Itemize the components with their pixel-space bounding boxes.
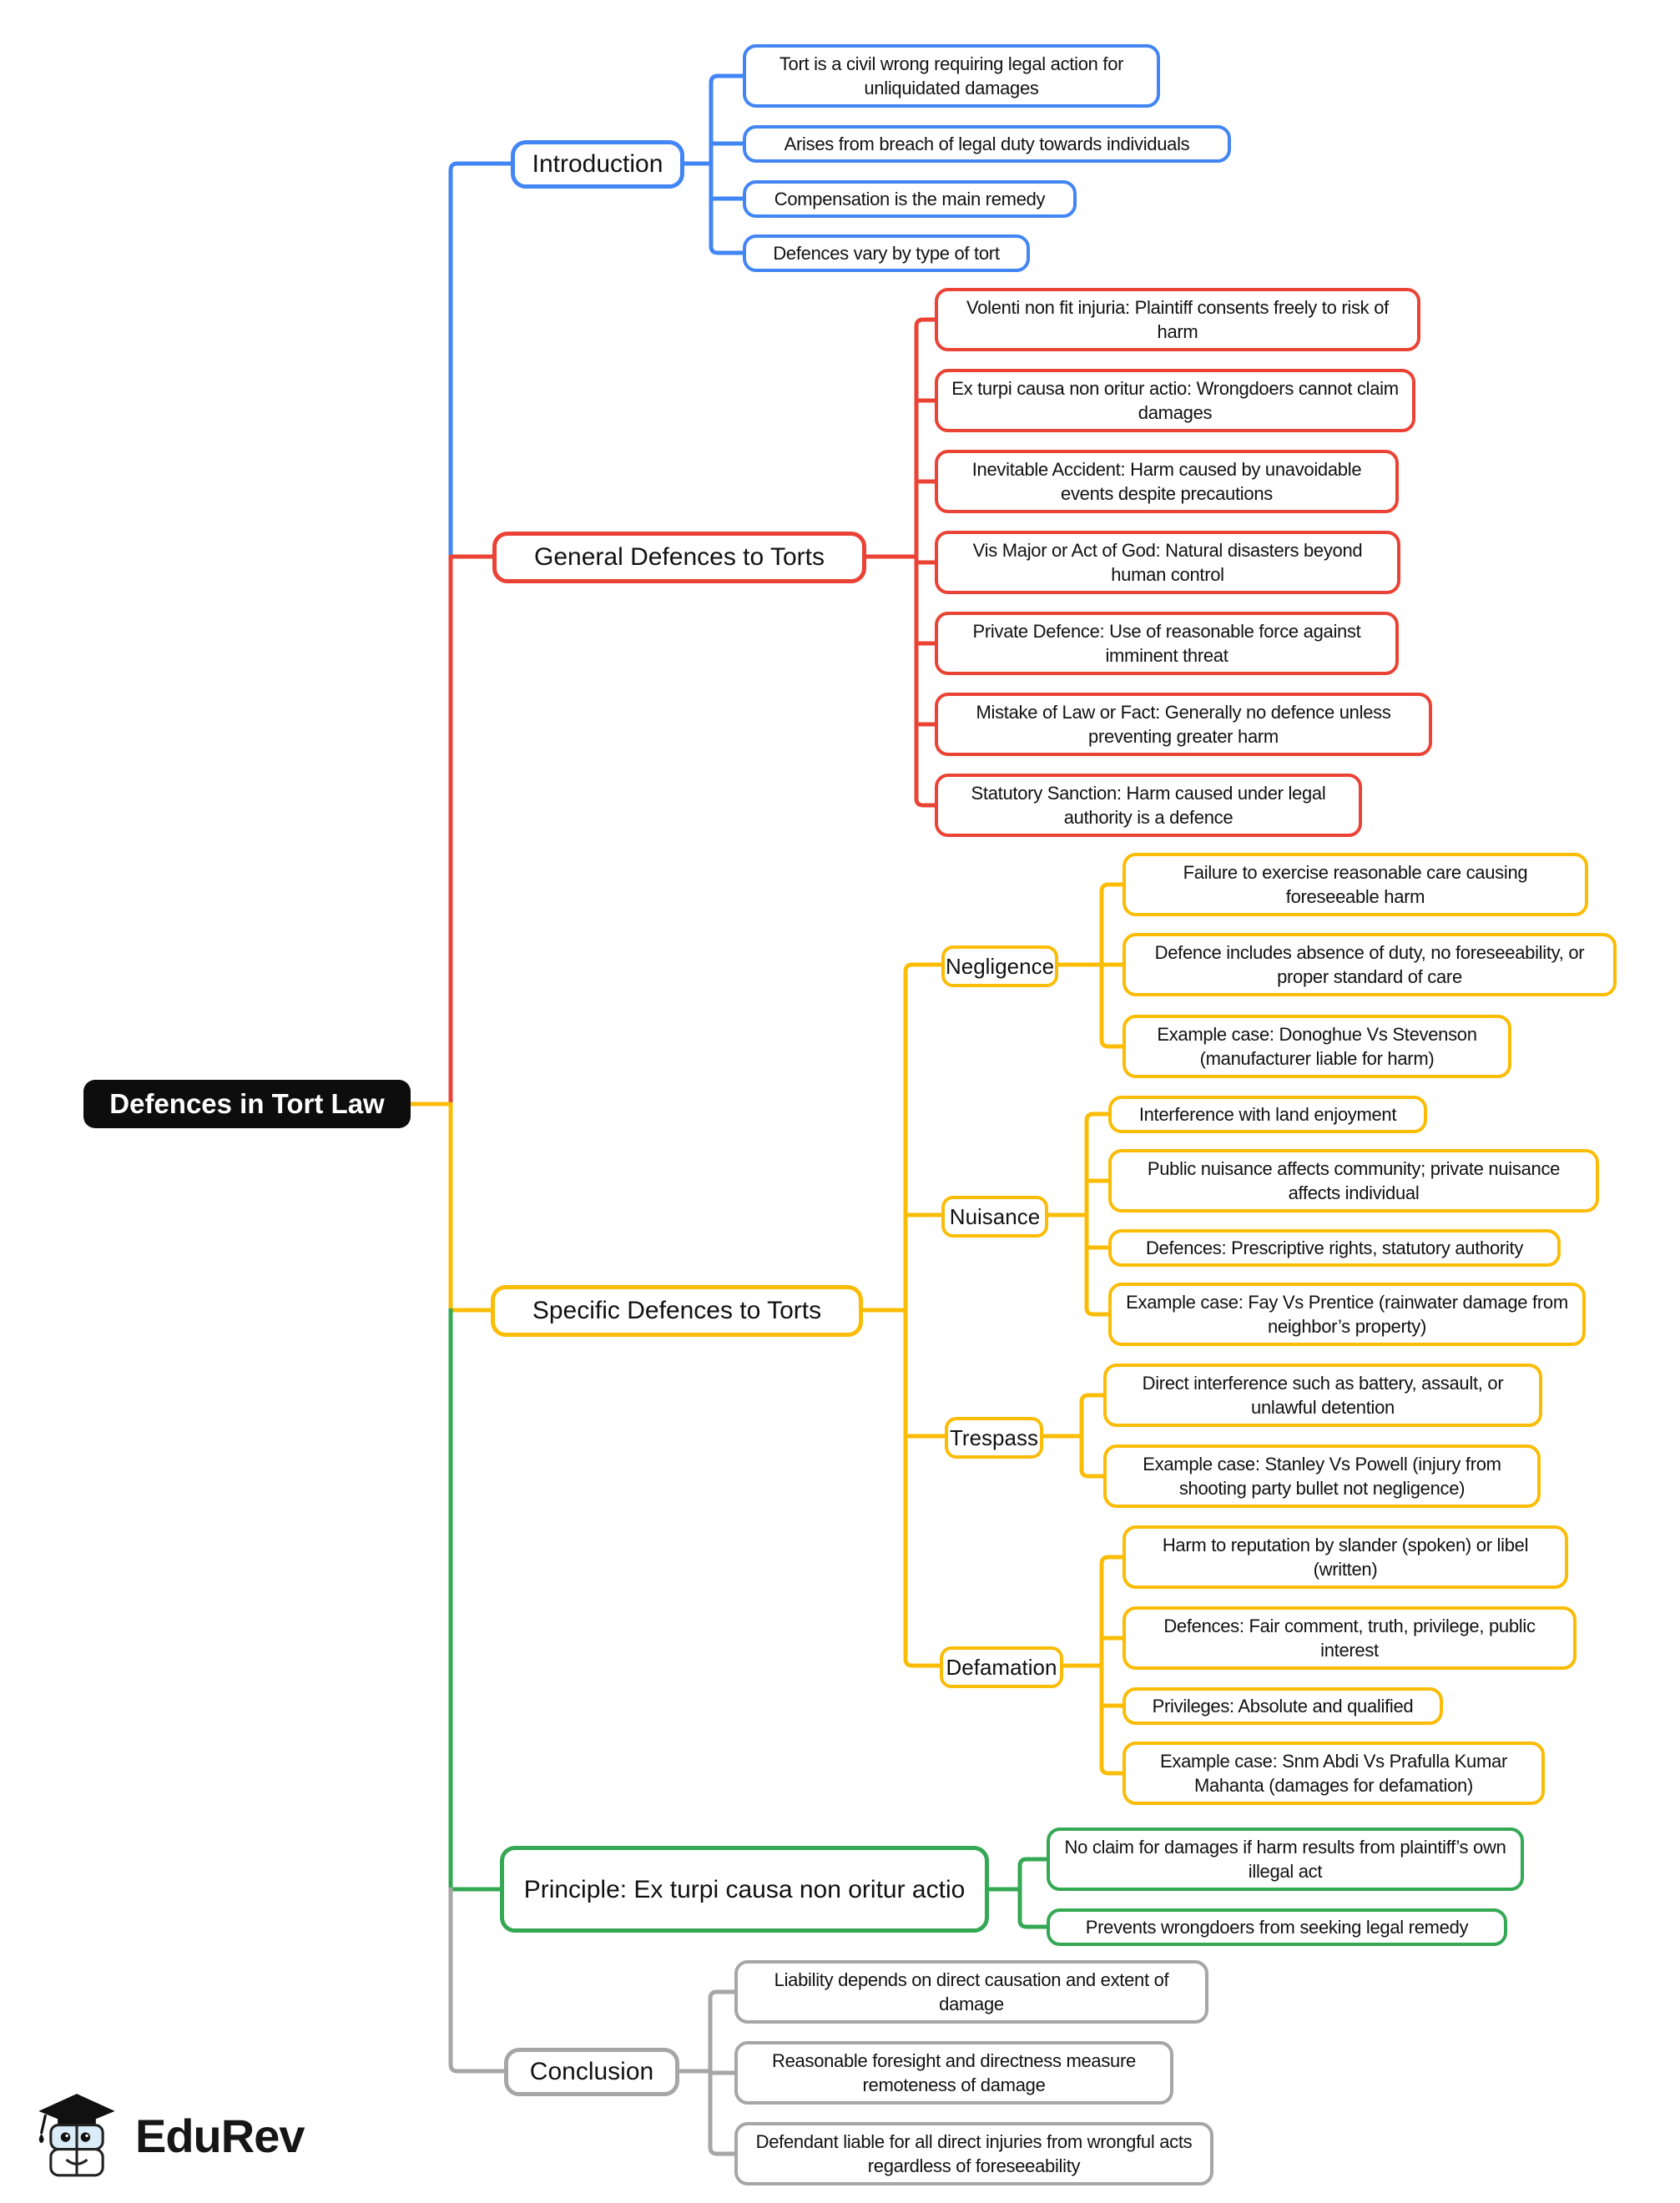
conclusion-leaf: Reasonable foresight and directness measure remoteness of damage (734, 2041, 1173, 2105)
general-leaf: Ex turpi causa non oritur actio: Wrongdoers cannot claim damages (935, 369, 1415, 432)
nuisance-leaf: Interference with land enjoyment (1108, 1096, 1427, 1133)
fan-principle (989, 1859, 1047, 1927)
nuisance-leaf: Public nuisance affects community; private nuisance affects individual (1108, 1149, 1599, 1212)
spine-gray (451, 1888, 504, 2071)
defamation-leaf: Example case: Snm Abdi Vs Prafulla Kumar Mahanta (damages for defamation) (1123, 1742, 1545, 1805)
branch-principle: Principle: Ex turpi causa non oritur actio (500, 1846, 989, 1933)
negligence-leaf: Failure to exercise reasonable care causing foreseeable harm (1123, 853, 1588, 916)
spine-red (451, 555, 492, 1104)
defamation-leaf: Defences: Fair comment, truth, privilege, public interest (1123, 1606, 1577, 1670)
branch-conclusion: Conclusion (504, 2048, 679, 2096)
general-leaf: Mistake of Law or Fact: Generally no defence unless preventing greater harm (935, 693, 1432, 756)
spine-blue (451, 164, 511, 557)
fan-conclusion (679, 1992, 734, 2154)
defamation-leaf: Harm to reputation by slander (spoken) or libel (written) (1123, 1525, 1568, 1589)
fan-nuisance (1048, 1114, 1108, 1314)
general-leaf: Vis Major or Act of God: Natural disasters beyond human control (935, 531, 1400, 594)
introduction-leaf: Defences vary by type of tort (743, 234, 1030, 272)
subbranch-nuisance: Nuisance (941, 1196, 1048, 1238)
introduction-leaf: Compensation is the main remedy (743, 180, 1077, 218)
introduction-leaf: Arises from breach of legal duty towards individuals (743, 125, 1231, 163)
conclusion-leaf: Liability depends on direct causation and extent of damage (734, 1960, 1208, 2024)
fan-introduction (684, 76, 743, 253)
nuisance-leaf: Example case: Fay Vs Prentice (rainwater damage from neighbor’s property) (1108, 1283, 1586, 1346)
introduction-leaf: Tort is a civil wrong requiring legal action for unliquidated damages (743, 44, 1160, 108)
general-leaf: Inevitable Accident: Harm caused by unavoidable events despite precautions (935, 450, 1399, 513)
general-leaf: Volenti non fit injuria: Plaintiff consents freely to risk of harm (935, 288, 1420, 351)
subbranch-negligence: Negligence (941, 945, 1058, 987)
edurev-wordmark: EduRev (135, 2109, 305, 2162)
fan-trespass (1043, 1395, 1103, 1476)
negligence-leaf: Example case: Donoghue Vs Stevenson (manufacturer liable for harm) (1123, 1015, 1511, 1078)
branch-specific-defences: Specific Defences to Torts (491, 1285, 863, 1337)
fan-defamation (1063, 1557, 1123, 1773)
edurev-logo (33, 2090, 305, 2180)
fan-specific (863, 965, 945, 1666)
negligence-leaf: Defence includes absence of duty, no foreseeability, or proper standard of care (1123, 933, 1617, 996)
subbranch-defamation: Defamation (940, 1646, 1063, 1688)
conclusion-leaf: Defendant liable for all direct injuries from wrongful acts regardless of foreseeability (734, 2122, 1213, 2185)
subbranch-trespass: Trespass (945, 1417, 1043, 1459)
branch-general-defences: General Defences to Torts (492, 532, 866, 583)
spine-green (451, 1308, 500, 1889)
principle-leaf: No claim for damages if harm results from plaintiff’s own illegal act (1047, 1827, 1524, 1891)
fan-negligence (1058, 885, 1123, 1046)
edurev-mascot-icon (33, 2090, 120, 2180)
general-leaf: Private Defence: Use of reasonable force against imminent threat (935, 612, 1399, 675)
trespass-leaf: Direct interference such as battery, assault, or unlawful detention (1103, 1364, 1542, 1427)
fan-general (866, 320, 935, 805)
nuisance-leaf: Defences: Prescriptive rights, statutory authority (1108, 1229, 1561, 1267)
spine-yellow (409, 1102, 491, 1310)
general-leaf: Statutory Sanction: Harm caused under legal authority is a defence (935, 774, 1362, 837)
trespass-leaf: Example case: Stanley Vs Powell (injury from shooting party bullet not negligence) (1103, 1444, 1541, 1508)
defamation-leaf: Privileges: Absolute and qualified (1123, 1687, 1443, 1725)
root-node: Defences in Tort Law (83, 1080, 411, 1128)
principle-leaf: Prevents wrongdoers from seeking legal remedy (1047, 1908, 1507, 1946)
branch-introduction: Introduction (511, 140, 684, 189)
